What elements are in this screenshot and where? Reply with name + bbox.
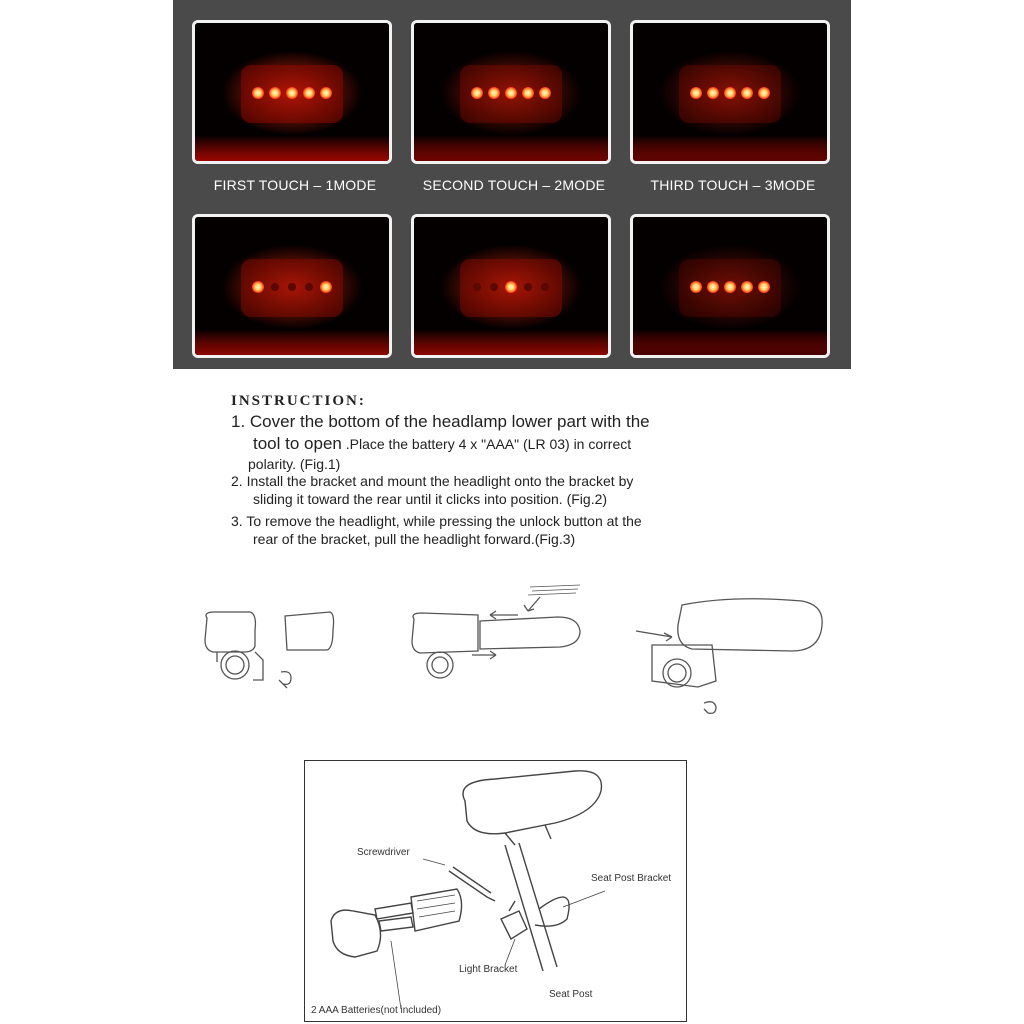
led-off (490, 283, 498, 291)
led-off (305, 283, 313, 291)
step-1-tool-text: tool to open (253, 434, 342, 453)
step-3-line-1: 3. To remove the headlight, while pressing the unlock button at the (231, 513, 642, 529)
led-off (288, 283, 296, 291)
led-lit (303, 87, 315, 99)
mode-caption-2: SECOND TOUCH – 2MODE (422, 177, 606, 193)
led-lit (539, 87, 551, 99)
mode-photo-4 (192, 214, 392, 358)
led-lit (320, 87, 332, 99)
figure-2-drawing (400, 575, 590, 685)
mode-photo-1 (192, 20, 392, 164)
mode-photo-5 (411, 214, 611, 358)
led-lit (741, 281, 753, 293)
mode-photo-3 (630, 20, 830, 164)
label-batteries: 2 AAA Batteries(not included) (311, 1005, 442, 1016)
mode-caption-3: THIRD TOUCH – 3MODE (650, 177, 816, 193)
led-lit (758, 87, 770, 99)
led-lit (758, 281, 770, 293)
mode-photo-2 (411, 20, 611, 164)
step-3-line-2: rear of the bracket, pull the headlight forward.(Fig.3) (253, 531, 576, 547)
led-lamp-drawing (195, 23, 389, 161)
label-seat-post: Seat Post (549, 989, 593, 1000)
led-lit (505, 281, 517, 293)
step-2-line-2: sliding it toward the rear until it clicks into position. (Fig.2) (253, 491, 608, 507)
figure-3-drawing (632, 595, 832, 725)
led-off (473, 283, 481, 291)
led-lit (724, 87, 736, 99)
mode-photo-6 (630, 214, 830, 358)
step-1-line-1: 1. Cover the bottom of the headlamp lower part with the (231, 412, 650, 431)
figure-1-drawing (195, 600, 345, 700)
led-lit (488, 87, 500, 99)
step-1-line-2 (253, 434, 631, 454)
led-lit (522, 87, 534, 99)
instruction-heading: INSTRUCTION: (231, 393, 366, 409)
step-1-line-3: polarity. (Fig.1) (248, 456, 341, 472)
led-off (541, 283, 549, 291)
label-seat-post-bracket: Seat Post Bracket (591, 873, 672, 884)
led-lit (707, 281, 719, 293)
led-lit (707, 87, 719, 99)
led-lit (286, 87, 298, 99)
led-lamp-drawing (414, 217, 608, 355)
led-lamp-drawing (633, 23, 827, 161)
led-lit (471, 87, 483, 99)
led-lit (269, 87, 281, 99)
led-lit (252, 87, 264, 99)
light-modes-panel (173, 0, 851, 369)
led-lit (320, 281, 332, 293)
led-lit (690, 87, 702, 99)
step-1-battery-text: .Place the battery 4 x "AAA" (LR 03) in correct (345, 436, 632, 452)
step-2-line-1: 2. Install the bracket and mount the headlight onto the bracket by (231, 473, 634, 489)
led-lit (690, 281, 702, 293)
led-lit (505, 87, 517, 99)
led-lit (252, 281, 264, 293)
led-lamp-drawing (633, 217, 827, 355)
led-off (524, 283, 532, 291)
led-lamp-drawing (414, 23, 608, 161)
led-lamp-drawing (195, 217, 389, 355)
led-lit (741, 87, 753, 99)
installation-diagram (304, 760, 687, 1022)
led-off (271, 283, 279, 291)
installation-drawing (305, 761, 685, 1019)
label-light-bracket: Light Bracket (459, 964, 518, 975)
label-screwdriver: Screwdriver (357, 847, 410, 858)
led-lit (724, 281, 736, 293)
mode-caption-1: FIRST TOUCH – 1MODE (213, 177, 377, 193)
